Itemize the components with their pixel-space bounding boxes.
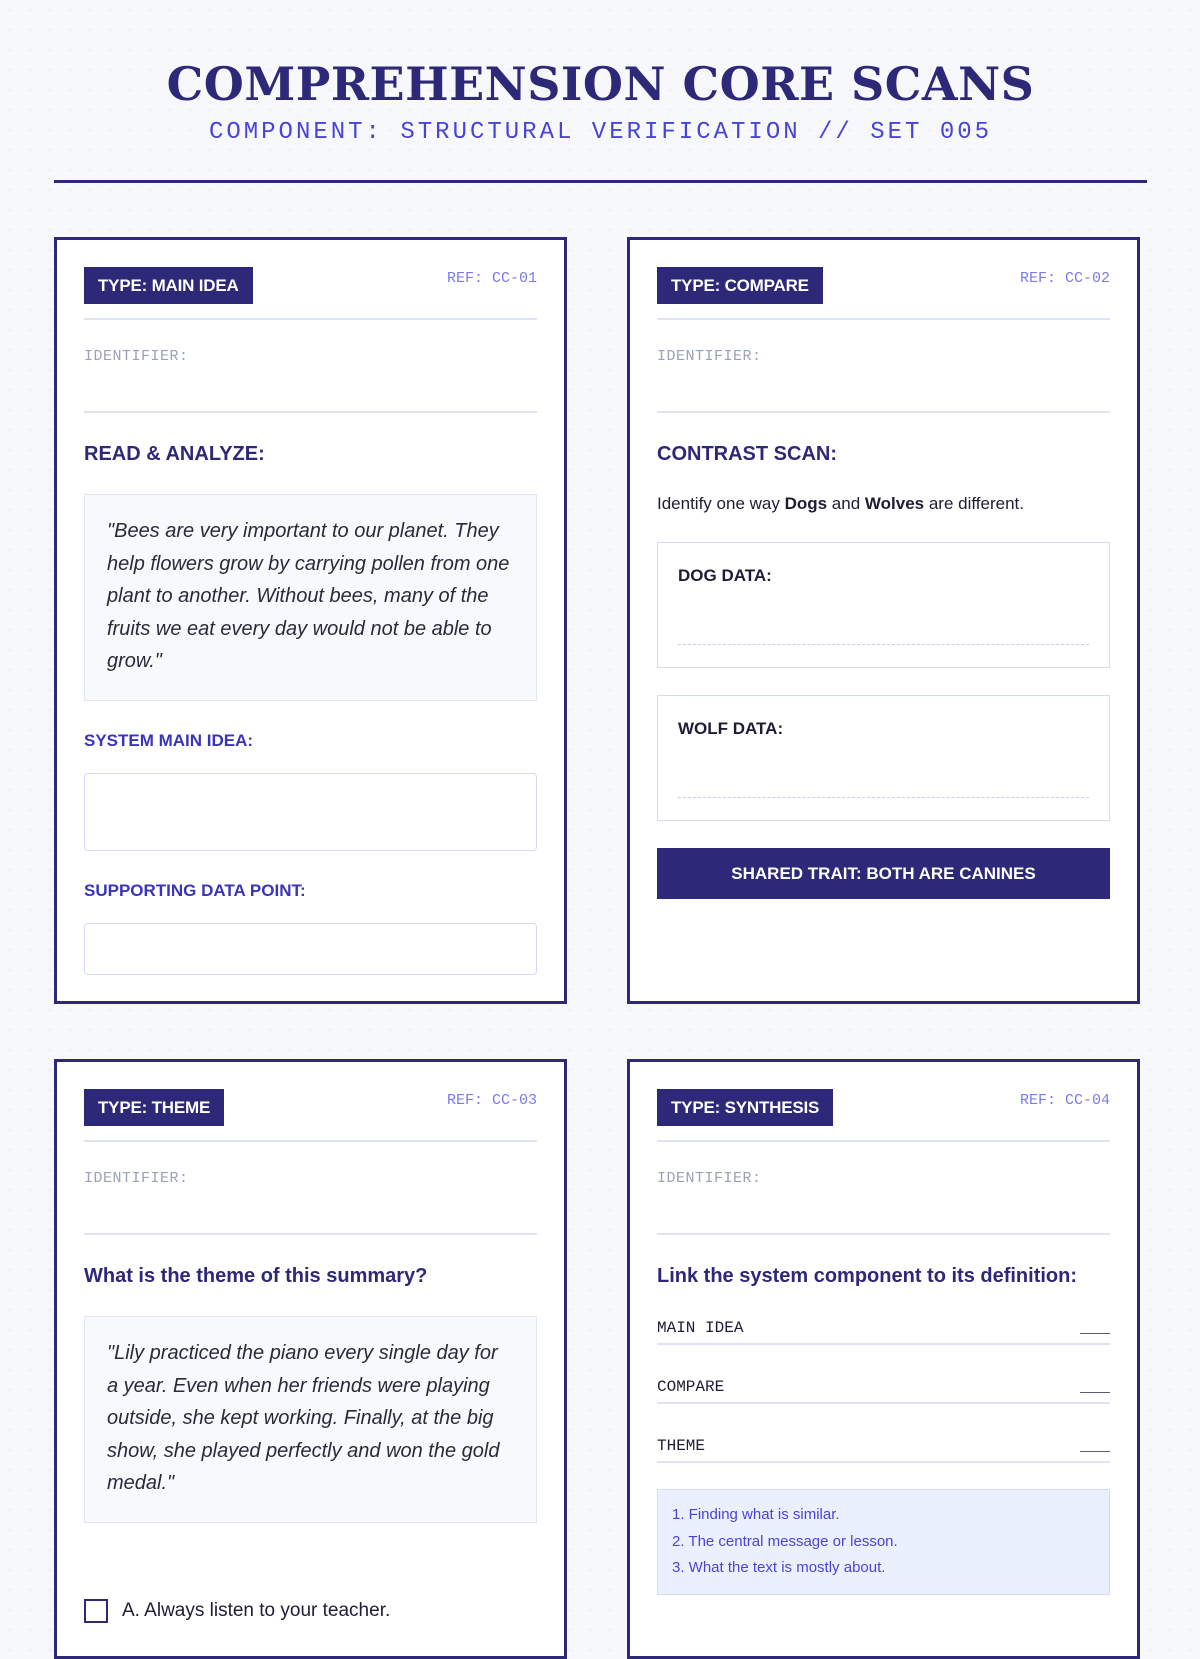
match-term: MAIN IDEA: [657, 1319, 744, 1337]
supporting-data-label: SUPPORTING DATA POINT:: [84, 880, 306, 900]
ref-code: REF: CC-01: [446, 270, 537, 287]
page-subtitle: COMPONENT: STRUCTURAL VERIFICATION // SET 005: [208, 119, 993, 146]
identifier-label: IDENTIFIER:: [657, 348, 762, 365]
dog-data-box[interactable]: [657, 542, 1110, 668]
option-a[interactable]: [84, 1599, 390, 1623]
divider: [657, 1140, 1110, 1142]
match-blank[interactable]: [1080, 1450, 1110, 1452]
option-a-label: A. Always listen to your teacher.: [122, 1600, 391, 1621]
wolf-data-box[interactable]: [657, 695, 1110, 821]
section-heading: READ & ANALYZE:: [84, 443, 265, 465]
option-a-checkbox[interactable]: [84, 1599, 108, 1623]
section-heading: What is the theme of this summary?: [84, 1265, 428, 1287]
ref-code: REF: CC-04: [1019, 1092, 1110, 1109]
match-list: [657, 1310, 1110, 1463]
divider: [84, 318, 537, 320]
term-dogs: Dogs: [784, 494, 828, 513]
identifier-line[interactable]: [657, 411, 1110, 413]
section-heading: CONTRAST SCAN:: [657, 443, 837, 465]
identifier-line[interactable]: [84, 1233, 537, 1235]
page-title: COMPREHENSION CORE SCANS: [166, 57, 1035, 111]
main-idea-field[interactable]: [84, 773, 537, 851]
header-divider: [54, 180, 1147, 183]
dog-data-label: DOG DATA:: [678, 566, 772, 585]
match-term: COMPARE: [657, 1378, 725, 1396]
supporting-data-field[interactable]: [84, 923, 537, 975]
identifier-label: IDENTIFIER:: [84, 1170, 189, 1187]
shared-trait-banner: SHARED TRAIT: BOTH ARE CANINES: [657, 848, 1110, 899]
match-row: [657, 1310, 1110, 1345]
identifier-line[interactable]: [84, 411, 537, 413]
match-blank[interactable]: [1080, 1391, 1110, 1393]
card-synthesis: [627, 1059, 1140, 1659]
match-row: [657, 1369, 1110, 1404]
main-idea-label: SYSTEM MAIN IDEA:: [84, 730, 254, 750]
reading-passage: "Bees are very important to our planet. They help flowers grow by carrying pollen from one plant to another. Without bees, many of the fruits we eat every day would not be able to grow.": [84, 494, 537, 701]
type-badge: TYPE: SYNTHESIS: [657, 1089, 833, 1126]
compare-instruction: Identify one way Dogs and Wolves are different.: [657, 494, 1024, 513]
definition-item: 2. The central message or lesson.: [672, 1532, 898, 1550]
definition-item: 3. What the text is mostly about.: [672, 1559, 886, 1576]
card-main-idea: [54, 237, 567, 1004]
divider: [657, 318, 1110, 320]
section-heading: Link the system component to its definition:: [657, 1265, 1078, 1287]
match-row: [657, 1428, 1110, 1463]
match-blank[interactable]: [1080, 1332, 1110, 1334]
ref-code: REF: CC-03: [446, 1092, 537, 1109]
identifier-line[interactable]: [657, 1233, 1110, 1235]
definitions-list: [657, 1489, 1110, 1595]
answer-line: [678, 644, 1089, 645]
answer-line: [678, 797, 1089, 798]
ref-code: REF: CC-02: [1019, 270, 1110, 287]
identifier-label: IDENTIFIER:: [657, 1170, 762, 1187]
definition-item: 1. Finding what is similar.: [672, 1506, 840, 1523]
identifier-label: IDENTIFIER:: [84, 348, 189, 365]
wolf-data-label: WOLF DATA:: [678, 719, 784, 738]
divider: [84, 1140, 537, 1142]
type-badge: TYPE: MAIN IDEA: [84, 267, 253, 304]
match-term: THEME: [657, 1437, 706, 1455]
type-badge: TYPE: COMPARE: [657, 267, 823, 304]
reading-passage: "Lily practiced the piano every single day for a year. Even when her friends were playing outside, she kept working. Finally, at the big show, she played perfectly and won the gold medal.": [84, 1316, 537, 1523]
type-badge: TYPE: THEME: [84, 1089, 224, 1126]
page-header: [54, 52, 1147, 148]
card-theme: [54, 1059, 567, 1659]
term-wolves: Wolves: [864, 494, 925, 513]
card-compare: [627, 237, 1140, 1004]
